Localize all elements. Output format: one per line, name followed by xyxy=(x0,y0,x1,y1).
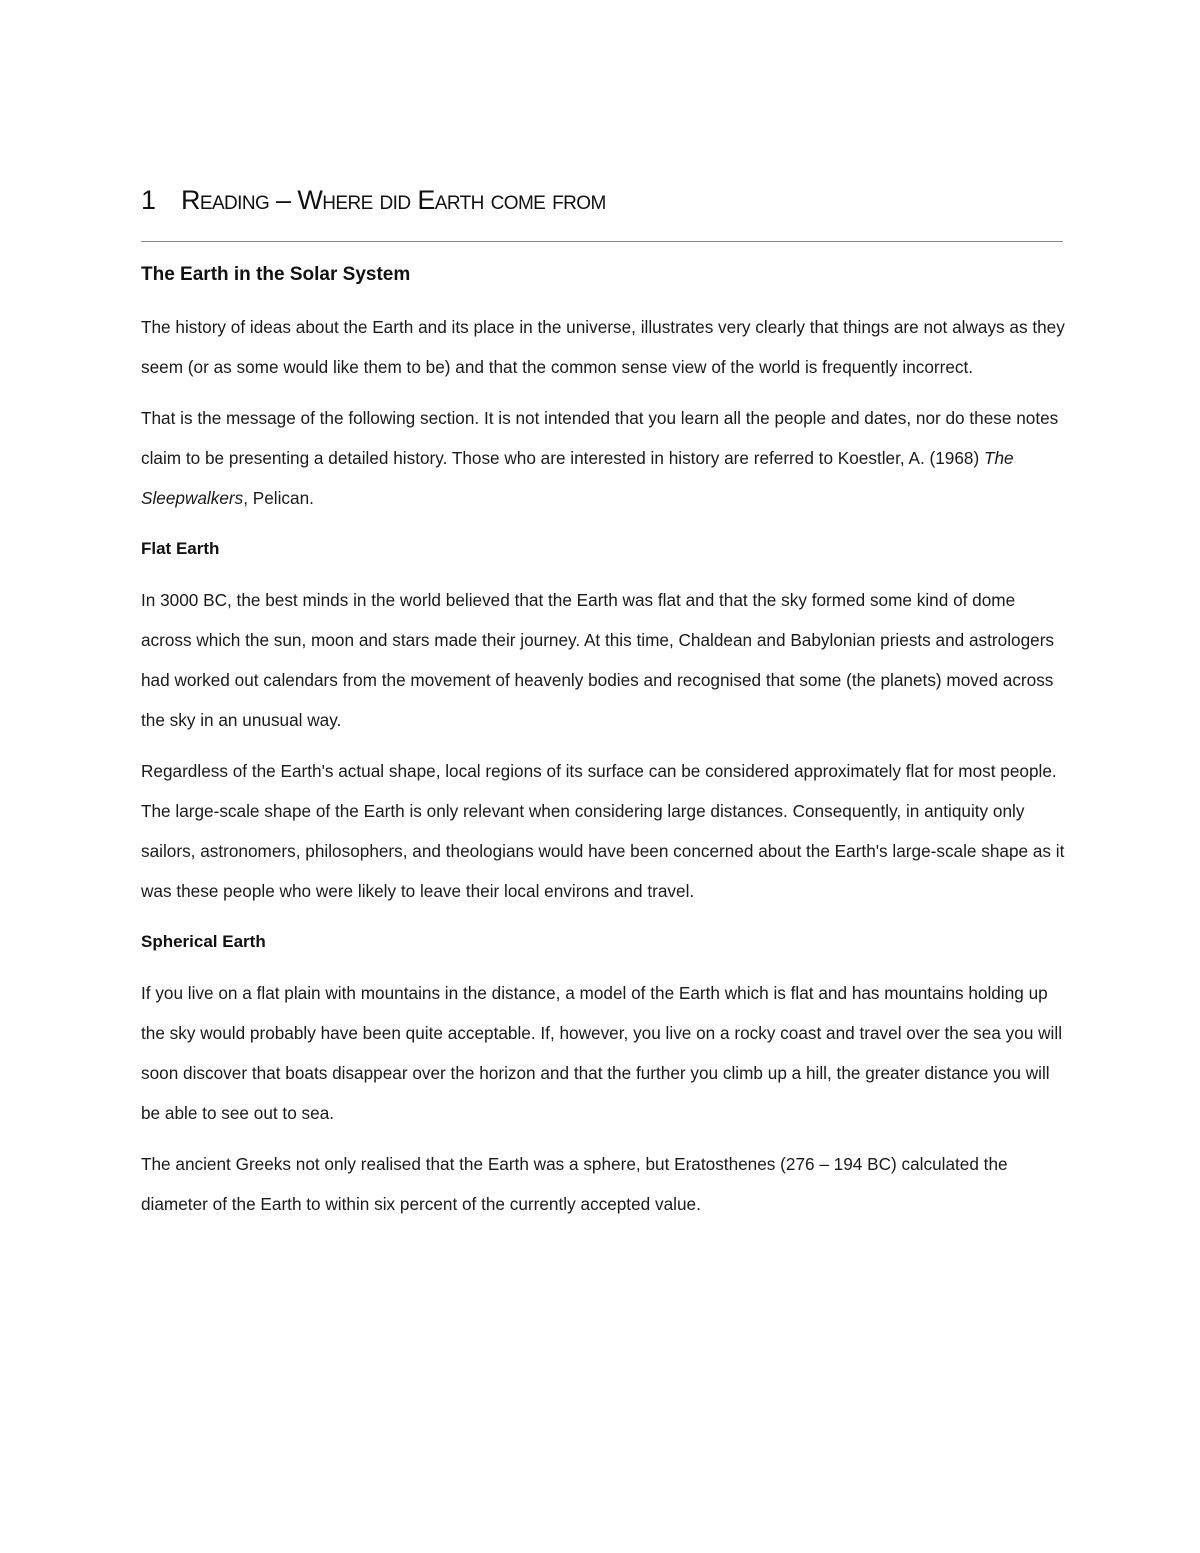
document-body xyxy=(141,255,1066,1235)
flat-earth-title: Flat Earth xyxy=(141,539,220,558)
flat-earth-paragraph-2: Regardless of the Earth's actual shape, local regions of its surface can be considered approximately flat for most people. The large-scale shape of the Earth is only relevant when considering large distances. Consequently, in antiquity only sailors, astronomers, philosophers, and theologians would have been concerned about the Earth's large-scale shape as it was these people who were likely to leave their local environs and travel. xyxy=(141,761,1065,901)
chapter-heading xyxy=(141,180,1063,220)
spherical-earth-paragraph-2: The ancient Greeks not only realised that the Earth was a sphere, but Eratosthenes (276 – 194 BC) calculated the diameter of the Earth to within six percent of the currently accepted value. xyxy=(141,1154,1008,1214)
intro-paragraph-1: The history of ideas about the Earth and its place in the universe, illustrates very clearly that things are not always as they seem (or as some would like them to be) and that the common sense view of the world is frequently incorrect. xyxy=(141,317,1065,377)
heading-rule xyxy=(141,241,1063,242)
section-title: The Earth in the Solar System xyxy=(141,264,411,285)
flat-earth-paragraph-1: In 3000 BC, the best minds in the world believed that the Earth was flat and that the sky formed some kind of dome across which the sun, moon and stars made their journey. At this time, Chaldean and Babylonian priests and astrologers had worked out calendars from the movement of heavenly bodies and recognised that some (the planets) moved across the sky in an unusual way. xyxy=(141,590,1055,730)
chapter-title: Reading – Where did Earth come from xyxy=(181,185,606,215)
intro-paragraph-2 xyxy=(141,398,1066,518)
book-title: The Sleepwalkers xyxy=(141,448,1014,508)
intro-paragraph-2-end: , Pelican. xyxy=(243,488,314,508)
intro-paragraph-2-text: That is the message of the following section. It is not intended that you learn all the people and dates, nor do these notes claim to be presenting a detailed history. Those who are interested in history are referred to Koestler, A. (1968) xyxy=(141,408,1059,468)
spherical-earth-paragraph-1: If you live on a flat plain with mountains in the distance, a model of the Earth which is flat and has mountains holding up the sky would probably have been quite acceptable. If, however, you live on a rocky coast and travel over the sea you will soon discover that boats disappear over the horizon and that the further you climb up a hill, the greater distance you will be able to see out to sea. xyxy=(141,983,1063,1123)
spherical-earth-title: Spherical Earth xyxy=(141,932,266,951)
chapter-number: 1 xyxy=(141,185,156,215)
